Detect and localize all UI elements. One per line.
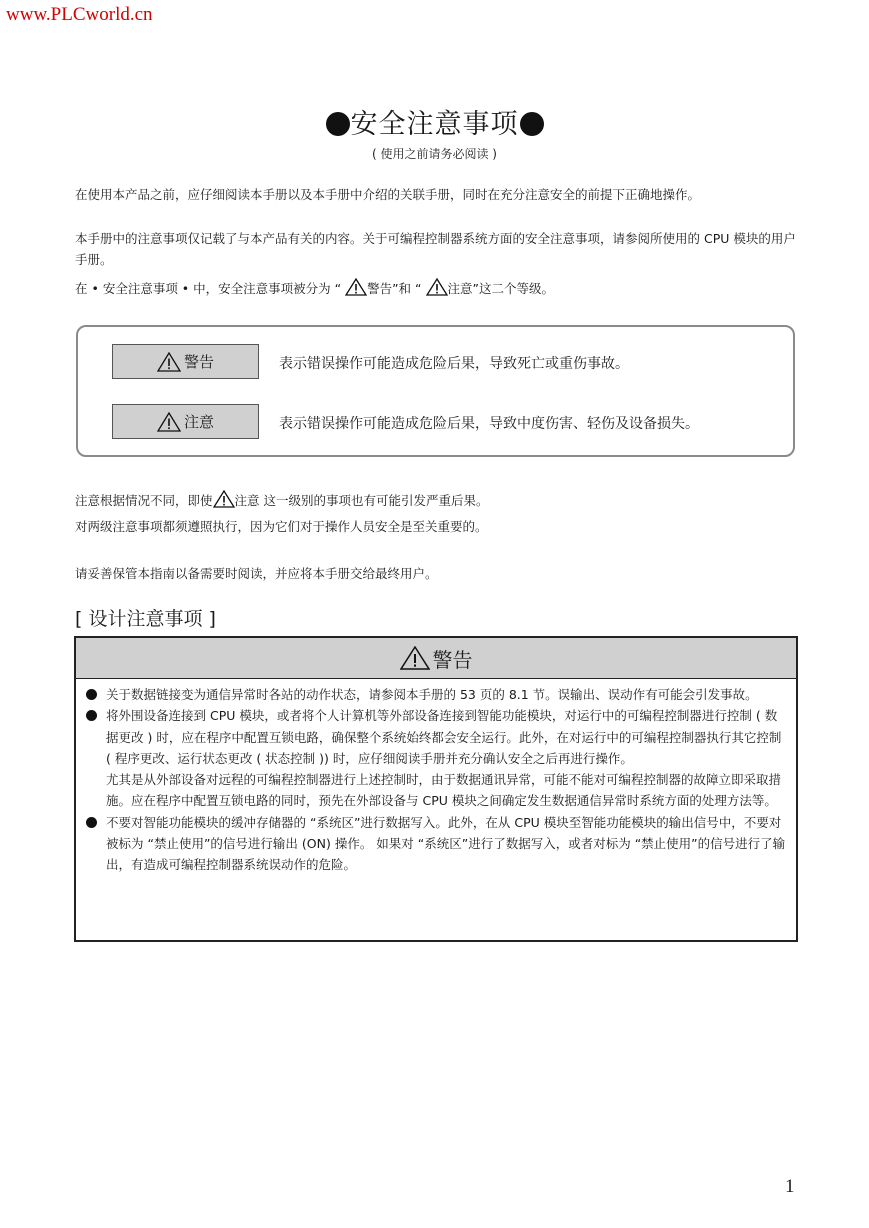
warning-header-label: 警告 bbox=[432, 647, 473, 672]
list-item-continuation: 尤其是从外部设备对远程的可编程控制器进行上述控制时，由于数据通讯异常，可能不能对可编程控制器的故障立即采取措施。应在程序中配置互锁电路的同时，预先在外部设备与 CPU 模块之间确定发生数据通信异常时系统方面的处理方法等。 bbox=[106, 772, 782, 809]
list-item: 关于数据链接变为通信异常时各站的动作状态，请参阅本手册的 53 页的 8.1 节。误输出、误动作有可能会引发事故。 bbox=[84, 684, 786, 705]
note-1-a: 注意根据情况不同，即使 bbox=[75, 493, 213, 508]
section-title: [ 设计注意事项 ] bbox=[75, 608, 216, 630]
bullet-dot-icon bbox=[520, 112, 544, 136]
intro-p3-c: 注意”这二个等级。 bbox=[447, 281, 554, 296]
watermark[interactable]: www.PLCworld.cn bbox=[6, 4, 153, 25]
warning-triangle-icon bbox=[345, 278, 367, 296]
page-number: 1 bbox=[785, 1176, 795, 1197]
intro-paragraph-3 bbox=[75, 278, 797, 299]
list-item: 不要对智能功能模块的缓冲存储器的 “系统区”进行数据写入。此外，在从 CPU 模块至智能功能模块的输出信号中，不要对被标为 “禁止使用”的信号进行输出 (ON) 操作。 如果对 “系统区”进行了数据写入，或者对标为 “禁止使用”的信号进行了输出，有造成可编程控制器系统误动作的危险。 bbox=[84, 812, 786, 876]
warning-badge bbox=[112, 344, 259, 379]
warning-triangle-icon bbox=[157, 352, 181, 372]
note-line-3: 请妥善保管本指南以备需要时阅读，并应将本手册交给最终用户。 bbox=[75, 566, 438, 581]
design-warning-table bbox=[74, 636, 798, 942]
title-text: 安全注意事项 bbox=[350, 109, 519, 140]
bullet-dot-icon bbox=[326, 112, 350, 136]
intro-paragraph-2: 本手册中的注意事项仅记载了与本产品有关的内容。关于可编程控制器系统方面的安全注意事项，请参阅所使用的 CPU 模块的用户手册。 bbox=[75, 231, 796, 267]
caution-triangle-icon bbox=[157, 412, 181, 432]
warning-list bbox=[76, 679, 796, 876]
note-line-2: 对两级注意事项都须遵照执行，因为它们对于操作人员安全是至关重要的。 bbox=[75, 519, 488, 534]
bullet-icon bbox=[86, 710, 97, 721]
bullet-icon bbox=[86, 817, 97, 828]
caution-badge bbox=[112, 404, 259, 439]
page-title bbox=[0, 102, 869, 141]
intro-paragraph-1: 在使用本产品之前，应仔细阅读本手册以及本手册中介绍的关联手册，同时在充分注意安全的前提下正确地操作。 bbox=[75, 187, 701, 202]
warning-description: 表示错误操作可能造成危险后果，导致死亡或重伤事故。 bbox=[279, 356, 629, 372]
note-1-b: 注意 这一级别的事项也有可能引发严重后果。 bbox=[234, 493, 489, 508]
warning-badge-label: 警告 bbox=[183, 353, 214, 371]
page-subtitle: ( 使用之前请务必阅读 ) bbox=[372, 147, 497, 161]
note-line-1 bbox=[75, 490, 797, 511]
caution-badge-label: 注意 bbox=[183, 413, 214, 431]
caution-triangle-icon bbox=[213, 490, 235, 508]
safety-levels-box bbox=[76, 325, 795, 457]
list-item: 将外围设备连接到 CPU 模块，或者将个人计算机等外部设备连接到智能功能模块，对运行中的可编程控制器进行控制 ( 数据更改 ) 时，应在程序中配置互锁电路，确保整个系统始终都会安全运行。此外，在对运行中的可编程控制器执行其它控制 ( 程序更改、运行状态更改 ( 状态控制 )) 时，应仔细阅读手册并充分确认安全之后再进行操作。 bbox=[84, 705, 786, 769]
warning-table-header bbox=[76, 638, 796, 679]
bullet-icon bbox=[86, 689, 97, 700]
caution-triangle-icon bbox=[426, 278, 448, 296]
intro-p3-a: 在 • 安全注意事项 • 中，安全注意事项被分为 “ bbox=[75, 281, 342, 296]
caution-description: 表示错误操作可能造成危险后果，导致中度伤害、轻伤及设备损失。 bbox=[279, 416, 699, 432]
warning-triangle-icon bbox=[400, 646, 430, 670]
intro-p3-b: 警告”和 “ bbox=[367, 281, 422, 296]
